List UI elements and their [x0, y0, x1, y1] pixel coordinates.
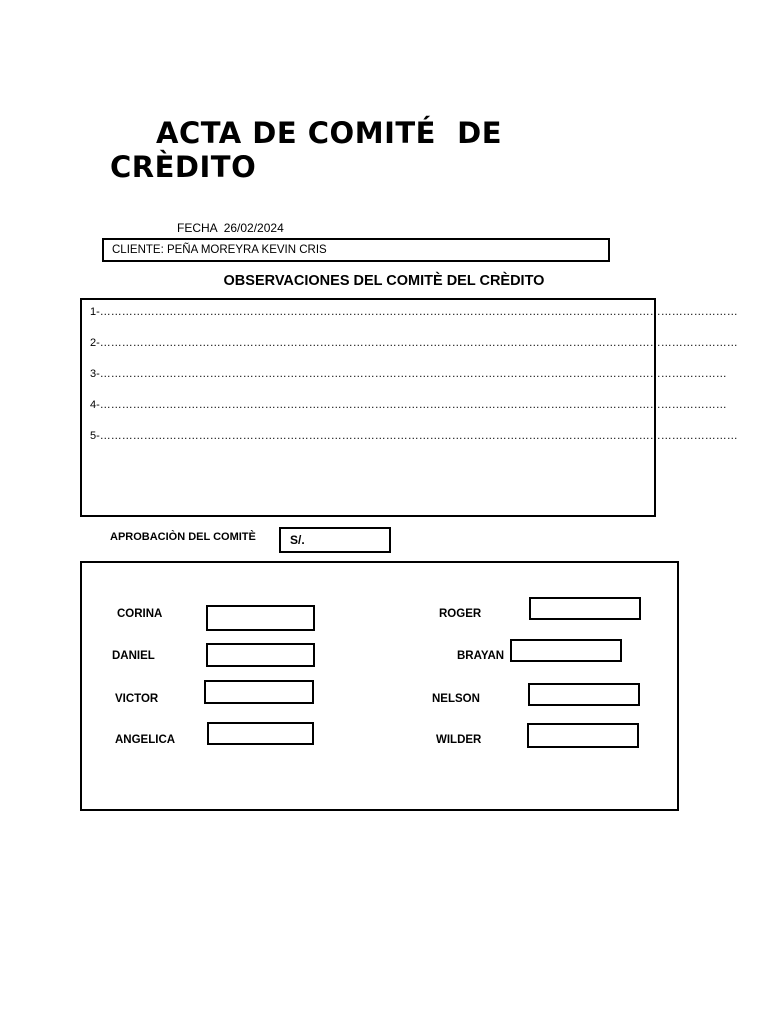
aprobacion-amount-field[interactable]: S/.	[279, 527, 391, 553]
observacion-line-4[interactable]: 4-………………………………………………………………………………………………………………………………………………………	[90, 399, 727, 411]
member-name-wilder: WILDER	[436, 734, 482, 746]
fecha-row	[177, 221, 284, 235]
aprobacion-label: APROBACIÒN DEL COMITÈ	[110, 531, 256, 543]
member-field-brayan[interactable]	[510, 639, 622, 662]
member-name-victor: VICTOR	[115, 693, 159, 705]
member-name-corina: CORINA	[117, 608, 163, 620]
observaciones-box[interactable]	[80, 298, 738, 517]
observacion-line-3[interactable]: 3-………………………………………………………………………………………………………………………………………………………	[90, 368, 727, 380]
member-name-angelica: ANGELICA	[115, 734, 176, 746]
member-name-roger: ROGER	[439, 608, 482, 620]
cliente-field[interactable]: CLIENTE: PEÑA MOREYRA KEVIN CRIS	[102, 238, 610, 262]
member-field-victor[interactable]	[204, 680, 314, 704]
observacion-line-1[interactable]: 1-…………………………………………………………………………………………………………………………………………………………	[90, 306, 738, 318]
document-title	[110, 116, 630, 184]
member-field-wilder[interactable]	[527, 723, 639, 748]
member-field-angelica[interactable]	[207, 722, 314, 745]
title-line-1: ACTA DE COMITÉ DE	[156, 116, 503, 150]
member-field-corina[interactable]	[206, 605, 315, 631]
observaciones-heading	[0, 273, 768, 289]
member-name-daniel: DANIEL	[112, 650, 155, 662]
member-field-roger[interactable]	[529, 597, 641, 620]
observacion-line-2[interactable]: 2-…………………………………………………………………………………………………………………………………………………………	[90, 337, 738, 349]
title-line-2: CRÈDITO	[110, 150, 257, 184]
observaciones-heading-text: OBSERVACIONES DEL COMITÈ DEL CRÈDITO	[223, 273, 545, 289]
fecha-value: 26/02/2024	[223, 221, 284, 235]
member-name-nelson: NELSON	[432, 693, 480, 705]
member-field-daniel[interactable]	[206, 643, 315, 667]
fecha-label: FECHA	[177, 221, 218, 235]
member-name-brayan: BRAYAN	[457, 650, 505, 662]
observacion-line-5[interactable]: 5-…………………………………………………………………………………………………………………………………………………………	[90, 430, 738, 442]
member-field-nelson[interactable]	[528, 683, 640, 706]
